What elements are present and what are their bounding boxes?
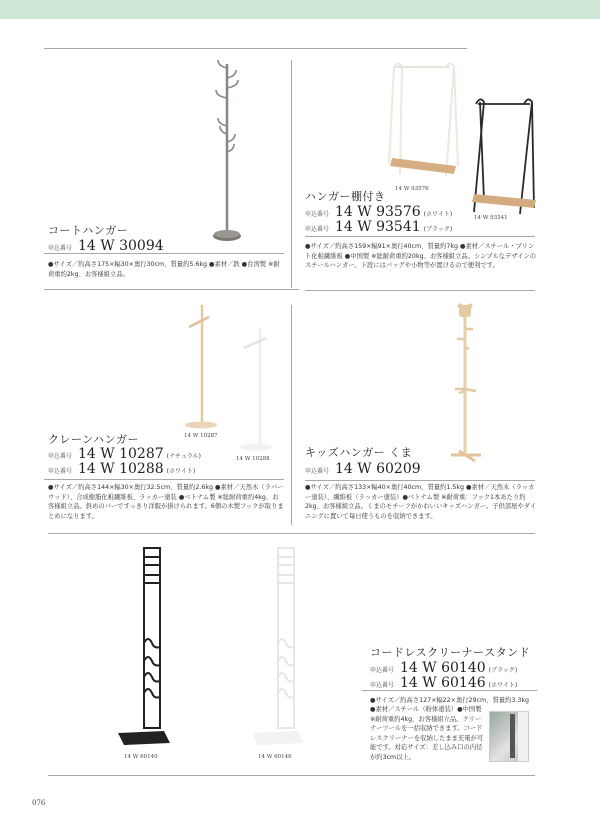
product-description: ●素材／スチール（粉体塗装）●中国製 ※耐荷重約4kg、お客様組立品。クリーナーツールを一括収納できます。コードレスクリーナーを収納したまま充電が可能です。対応サイズ：差し込み口の内径が約3cm以上。	[370, 706, 484, 761]
header-band	[0, 0, 600, 19]
order-code-label: 申込番号	[370, 682, 395, 689]
page-number: 076	[32, 799, 46, 807]
image-caption: 14 W 10288	[236, 456, 270, 462]
image-caption: 14 W 93541	[474, 215, 508, 221]
order-code: 14 W 93541	[335, 219, 421, 235]
order-code-label: 申込番号	[305, 226, 330, 233]
order-code: 14 W 60209	[335, 461, 421, 477]
order-code-label: 申込番号	[305, 211, 330, 218]
order-code: 14 W 10288	[78, 461, 164, 477]
product-description: ●サイズ／約高さ175×幅30×奥行30cm、質量約5.6kg ●素材／鉄 ●台湾製 ※耐荷重約2kg、お客様組立品。	[48, 261, 280, 278]
product-description: ●サイズ／約高さ133×幅40×奥行40cm、質量約1.5kg ●素材／天然木（ラッカー塗装）、繊維板（ラッカー塗装）●ベトナム製 ※耐荷重：フック1本あたり約2kg、お客様組立品。くまのモチーフがかわいいキッズハンガー。子供部屋やダイニングに置いて毎日使うものを収納できます。	[305, 484, 537, 520]
image-caption: 14 W 10287	[184, 433, 218, 439]
order-code: 14 W 10287	[78, 446, 164, 462]
order-code-row	[370, 675, 517, 691]
color-variant: (ホワイト)	[488, 682, 518, 689]
product-name: ハンガー棚付き	[305, 190, 386, 203]
order-code-row	[48, 446, 201, 462]
order-code-label: 申込番号	[48, 468, 73, 475]
column-divider-row1	[291, 60, 292, 288]
hanger-shelf-white-image	[388, 62, 458, 182]
color-variant: (ホワイト)	[423, 211, 453, 218]
order-code-row	[48, 461, 195, 477]
color-variant: (ブラック)	[423, 226, 453, 233]
hanger-shelf-black-image	[470, 90, 555, 215]
color-variant: (ホワイト)	[166, 468, 196, 475]
usage-photo	[489, 711, 529, 762]
divider-bottom	[48, 775, 535, 776]
color-variant: (ブラック)	[488, 667, 518, 674]
order-code-row	[305, 461, 421, 477]
order-code-row	[305, 204, 452, 220]
photo-wall	[518, 712, 528, 761]
cleaner-stand-black-image	[114, 545, 174, 750]
order-code-row	[48, 238, 164, 254]
cleaner-stand-white-image	[250, 545, 310, 750]
divider-top	[44, 48, 467, 49]
product-description-line1: ●サイズ／約高さ127×幅22×奥行29cm、質量約3.3kg	[370, 697, 529, 704]
coat-hanger-image	[200, 60, 260, 250]
image-caption: 14 W 60146	[258, 754, 292, 760]
divider-row3-top	[48, 533, 535, 534]
divider-row1-left-bottom	[44, 289, 299, 290]
product-description: ●サイズ／約高さ144×幅30×奥行32.5cm、質量約2.6kg ●素材／天然木（ラバーウッド）、合成樹脂化粧繊維板、ラッカー塗装 ●ベトナム製 ※総耐荷重約4kg、お客様組立品。斜めのバーですっきり洋服が掛けられます。6個の木製フックが取りまとめになります。	[48, 484, 284, 520]
order-code: 14 W 93576	[335, 204, 421, 220]
order-code-label: 申込番号	[48, 245, 73, 252]
crane-hanger-white-image	[236, 326, 276, 450]
product-description: ●サイズ／約高さ159×幅91×奥行40cm、質量約7kg ●素材／スチール・プリント化粧繊維板 ●中国製 ※総耐荷重約20kg、お客様組立品。シンプルなデザインのスチールハンガー。下段にはバッグや小物等が置けるので便利です。	[305, 243, 537, 269]
product-name: コートハンガー	[48, 224, 129, 237]
image-caption: 14 W 93576	[395, 186, 429, 192]
divider-row2-left	[44, 479, 284, 480]
product-name: コードレスクリーナースタンド	[370, 646, 531, 659]
order-code: 14 W 60140	[400, 660, 486, 676]
product-name: クレーンハンガー	[48, 433, 140, 446]
divider-row1-right-bottom	[305, 290, 535, 291]
divider-row2-right	[305, 480, 535, 481]
order-code-label: 申込番号	[305, 468, 330, 475]
order-code-label: 申込番号	[370, 667, 395, 674]
order-code-label: 申込番号	[48, 453, 73, 460]
color-variant: (ナチュラル)	[166, 453, 201, 460]
photo-cleaner	[510, 714, 515, 758]
crane-hanger-natural-image	[183, 303, 223, 428]
image-caption: 14 W 60140	[124, 754, 158, 760]
order-code: 14 W 60146	[400, 675, 486, 691]
order-code-row	[370, 660, 517, 676]
order-code: 14 W 30094	[78, 238, 164, 254]
product-name: キッズハンガー くま	[305, 446, 413, 459]
order-code-row	[305, 219, 452, 235]
column-divider-row2	[291, 305, 292, 525]
kids-hanger-bear-image	[445, 303, 495, 463]
divider-row1-right	[305, 236, 535, 237]
